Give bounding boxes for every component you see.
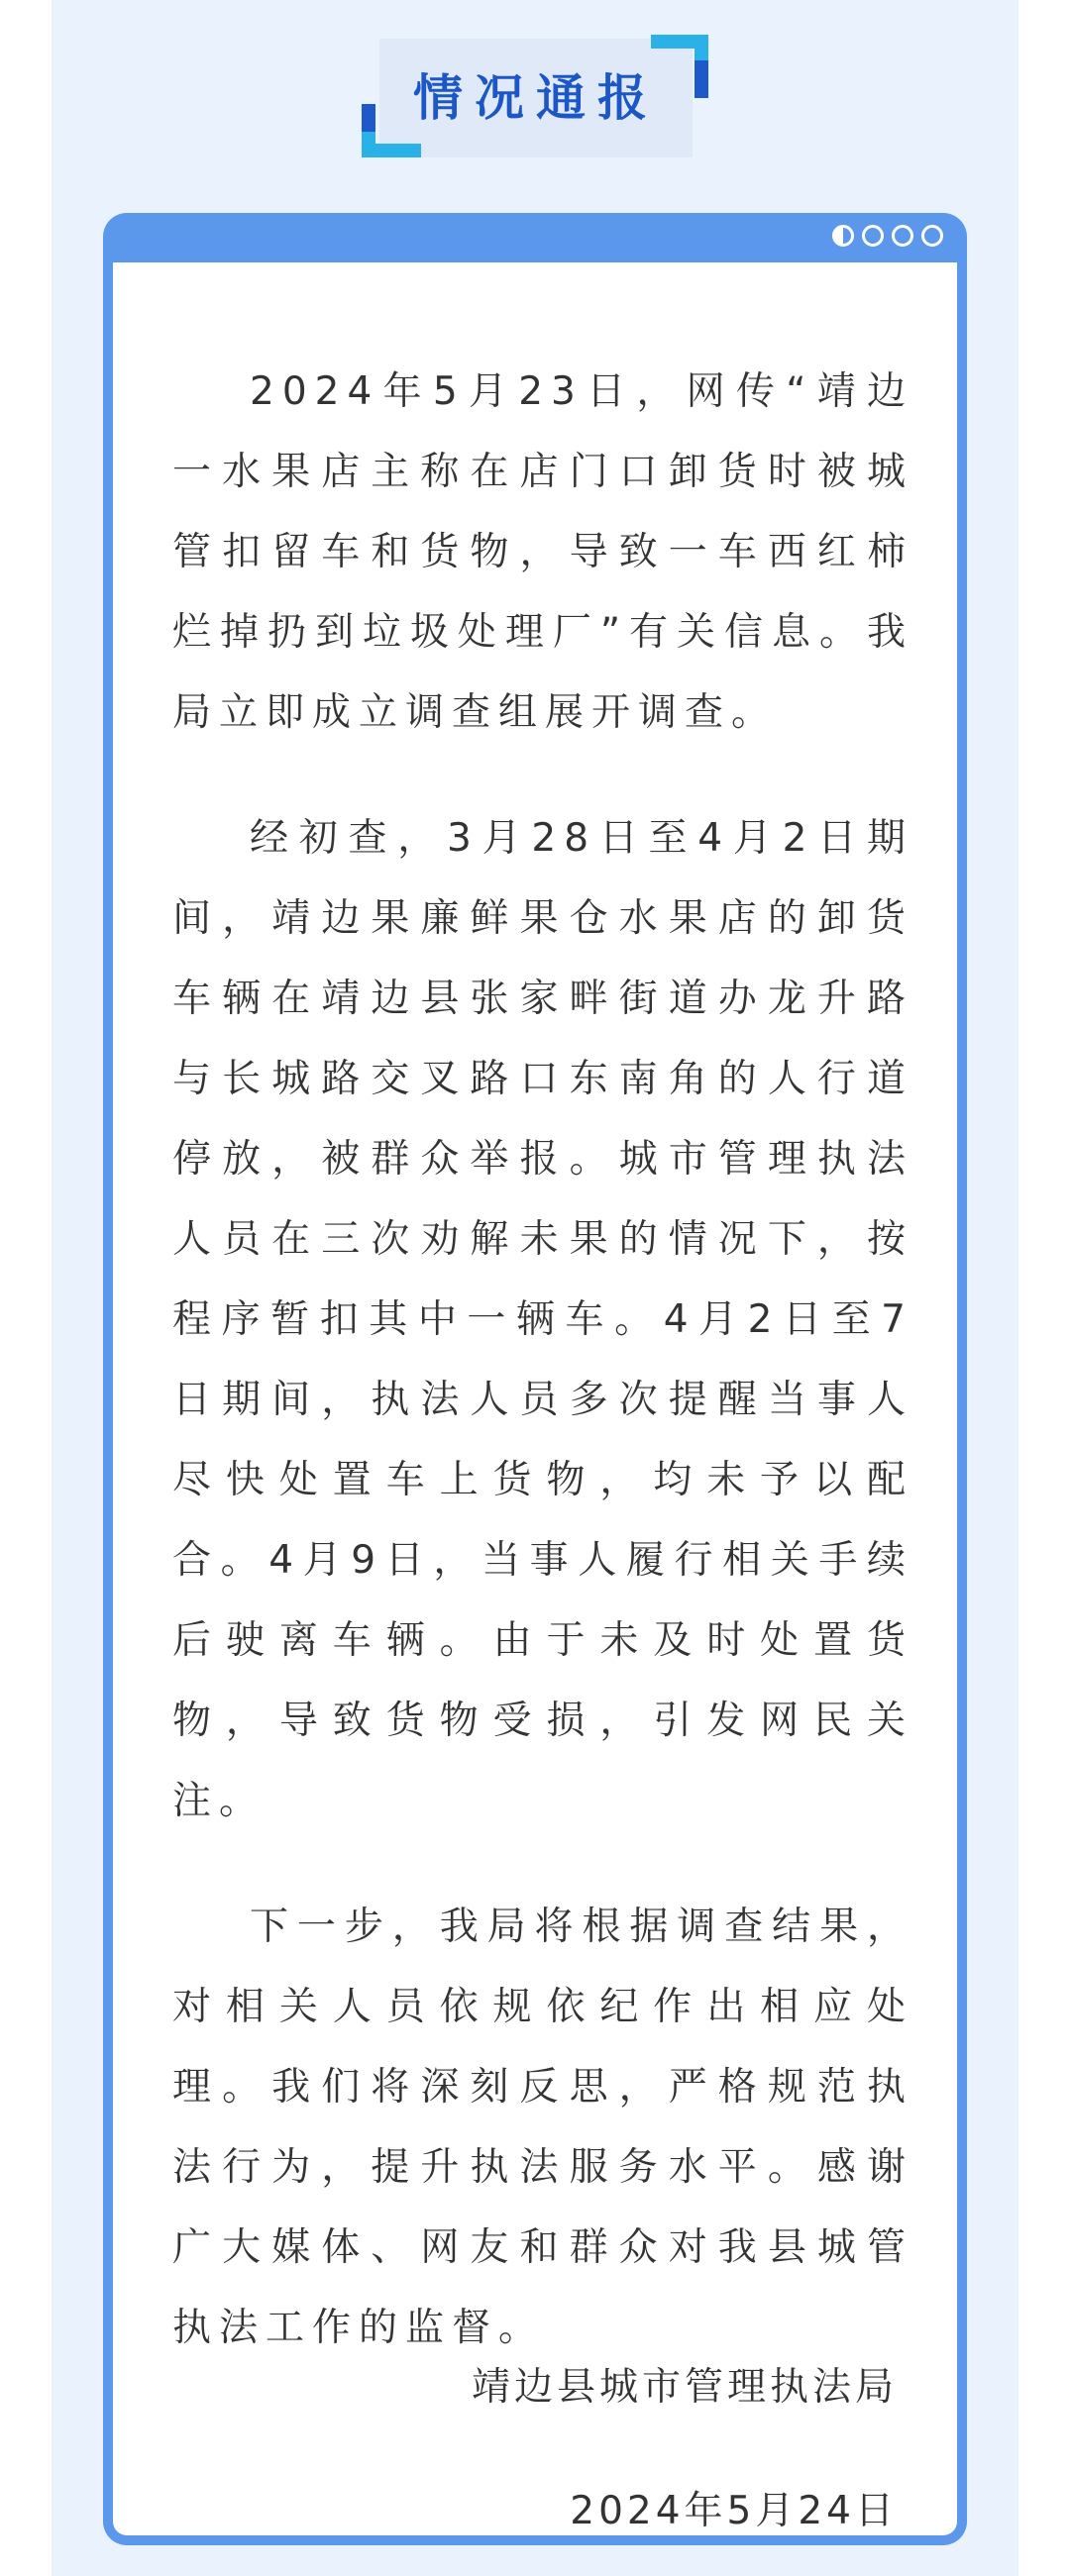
circle-icon: [921, 225, 943, 247]
issuer-signature: 靖边县城市管理执法局: [471, 2365, 898, 2410]
corner-decoration: [695, 35, 708, 60]
circle-icon: [862, 225, 884, 247]
notice-card: [103, 213, 967, 2545]
paragraph-3: 下一步，我局将根据调查结果，对相关人员依规依纪作出相应处理。我们将深刻反思，严格规范执法行为，提升执法服务水平。感谢广大媒体、网友和群众对我县城管执法工作的监督。: [172, 1905, 913, 2350]
paragraph-2: 经初查，3月28日至4月2日期间，靖边果廉鲜果仓水果店的卸货车辆在靖边县张家畔街道办龙升路与长城路交叉路口东南角的人行道停放，被群众举报。城市管理执法人员在三次劝解未果的情况下，按程序暂扣其中一辆车。4月2日至7日期间，执法人员多次提醒当事人尽快处置车上货物，均未予以配合。4月9日，当事人履行相关手续后驶离车辆。由于未及时处置货物，导致货物受损，引发网民关注。: [172, 816, 913, 1823]
circle-icon: [892, 225, 913, 247]
page-title: 情况通报: [413, 69, 659, 127]
title-banner: [362, 35, 708, 161]
paragraph-1: 2024年5月23日，网传“靖边一水果店主称在店门口卸货时被城管扣留车和货物，导致一车西红柿烂掉扔到垃圾处理厂”有关信息。我局立即成立调查组展开调查。: [172, 369, 913, 735]
notice-body: [172, 352, 913, 2414]
half-circle-icon: [832, 225, 854, 247]
issue-date: 2024年5月24日: [570, 2489, 898, 2533]
window-dots: [832, 225, 943, 247]
corner-decoration: [362, 132, 375, 157]
